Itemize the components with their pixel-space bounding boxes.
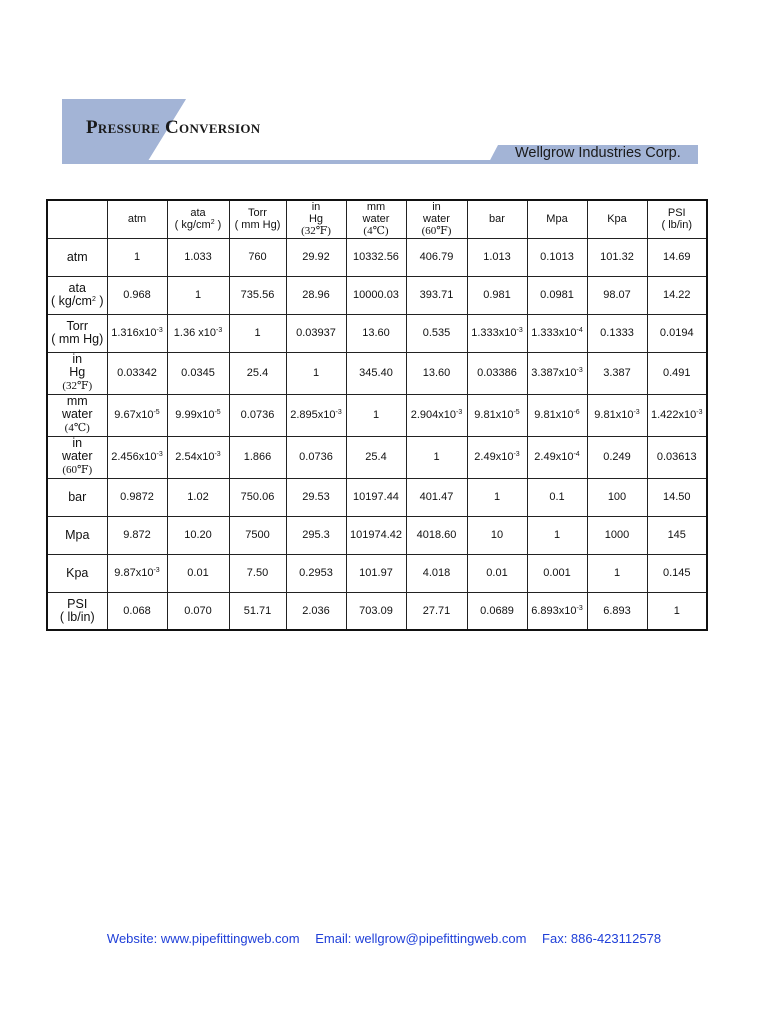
- column-header: bar: [467, 200, 527, 238]
- table-row: [47, 516, 707, 554]
- row-header: in Hg (32℉): [47, 352, 107, 394]
- table-cell: 0.981: [467, 276, 527, 314]
- table-cell: 27.71: [406, 592, 467, 630]
- table-cell: 98.07: [587, 276, 647, 314]
- column-header: Kpa: [587, 200, 647, 238]
- table-cell: 10197.44: [346, 478, 406, 516]
- table-cell: 14.22: [647, 276, 707, 314]
- table-cell: 25.4: [346, 436, 406, 478]
- page-title: Pressure Conversion: [86, 117, 261, 138]
- table-cell: 29.53: [286, 478, 346, 516]
- table-cell: $9.87x10^{-3}$: [107, 554, 167, 592]
- table-cell: 1.013: [467, 238, 527, 276]
- table-cell: 10.20: [167, 516, 229, 554]
- column-header: PSI ( lb/in): [647, 200, 707, 238]
- footer-fax: Fax: 886-423112578: [542, 931, 662, 946]
- table-cell: 145: [647, 516, 707, 554]
- table-cell: 0.01: [167, 554, 229, 592]
- table-cell: 13.60: [406, 352, 467, 394]
- table-cell: 101.97: [346, 554, 406, 592]
- table-cell: 29.92: [286, 238, 346, 276]
- table-cell: 100: [587, 478, 647, 516]
- table-cell: $2.895x10^{-3}$: [286, 394, 346, 436]
- table-cell: $1.333x10^{-4}$: [527, 314, 587, 352]
- company-name: Wellgrow Industries Corp.: [515, 145, 681, 161]
- table-row: [47, 352, 707, 394]
- footer-email[interactable]: Email: wellgrow@pipefittingweb.com: [315, 931, 527, 946]
- table-cell: 750.06: [229, 478, 286, 516]
- table-row: [47, 592, 707, 630]
- table-cell: 406.79: [406, 238, 467, 276]
- column-header: atm: [107, 200, 167, 238]
- table-cell: 0.249: [587, 436, 647, 478]
- corner-cell: [47, 200, 107, 238]
- table-cell: 760: [229, 238, 286, 276]
- table-cell: 0.068: [107, 592, 167, 630]
- table-cell: 0.1: [527, 478, 587, 516]
- table-cell: 345.40: [346, 352, 406, 394]
- table-cell: 1.36 $x10^{-3}$: [167, 314, 229, 352]
- table-cell: $2.49x10^{-3}$: [467, 436, 527, 478]
- header-row: [47, 200, 707, 238]
- table-cell: 0.01: [467, 554, 527, 592]
- footer-website[interactable]: Website: www.pipefittingweb.com: [106, 931, 300, 946]
- row-header: Kpa: [47, 554, 107, 592]
- table-cell: 1: [647, 592, 707, 630]
- table-cell: 0.03342: [107, 352, 167, 394]
- table-cell: $9.81x10^{-3}$: [587, 394, 647, 436]
- row-header: PSI ( lb/in): [47, 592, 107, 630]
- table-cell: $9.81x10^{-5}$: [467, 394, 527, 436]
- row-header: Mpa: [47, 516, 107, 554]
- table-cell: 0.0345: [167, 352, 229, 394]
- column-header: mm water (4℃): [346, 200, 406, 238]
- table-cell: 0.001: [527, 554, 587, 592]
- table-cell: $1.333x10^{-3}$: [467, 314, 527, 352]
- column-header: in water (60℉): [406, 200, 467, 238]
- table-cell: 0.0981: [527, 276, 587, 314]
- table-cell: 1: [467, 478, 527, 516]
- table-cell: 0.968: [107, 276, 167, 314]
- table-cell: $9.99x10^{-5}$: [167, 394, 229, 436]
- table-cell: 4.018: [406, 554, 467, 592]
- table-cell: 14.50: [647, 478, 707, 516]
- row-header: Torr ( mm Hg): [47, 314, 107, 352]
- column-header: ata ( $kg/cm^2$ ): [167, 200, 229, 238]
- table-cell: 1: [107, 238, 167, 276]
- table-cell: 0.070: [167, 592, 229, 630]
- table-cell: 0.03937: [286, 314, 346, 352]
- table-row: [47, 394, 707, 436]
- table-cell: 0.03386: [467, 352, 527, 394]
- table-cell: 13.60: [346, 314, 406, 352]
- table-cell: 1: [286, 352, 346, 394]
- conversion-table-wrapper: [46, 199, 708, 631]
- table-cell: 295.3: [286, 516, 346, 554]
- table-cell: 25.4: [229, 352, 286, 394]
- table-cell: $6.893x10^{-3}$: [527, 592, 587, 630]
- table-cell: $2.904x10^{-3}$: [406, 394, 467, 436]
- table-cell: 1: [527, 516, 587, 554]
- table-cell: 101974.42: [346, 516, 406, 554]
- table-cell: 1: [346, 394, 406, 436]
- table-cell: 2.036: [286, 592, 346, 630]
- table-cell: 703.09: [346, 592, 406, 630]
- table-cell: 28.96: [286, 276, 346, 314]
- table-cell: 0.0736: [286, 436, 346, 478]
- table-cell: $9.81x10^{-6}$: [527, 394, 587, 436]
- table-cell: $3.387x10^{-3}$: [527, 352, 587, 394]
- table-cell: 51.71: [229, 592, 286, 630]
- header-banner: [0, 0, 768, 170]
- table-cell: 0.1013: [527, 238, 587, 276]
- table-cell: $1.422x10^{-3}$: [647, 394, 707, 436]
- table-cell: 10000.03: [346, 276, 406, 314]
- row-header: atm: [47, 238, 107, 276]
- column-header: Torr ( mm Hg): [229, 200, 286, 238]
- table-cell: 14.69: [647, 238, 707, 276]
- table-cell: 6.893: [587, 592, 647, 630]
- table-row: [47, 554, 707, 592]
- table-cell: 1.033: [167, 238, 229, 276]
- table-cell: 0.491: [647, 352, 707, 394]
- table-cell: 3.387: [587, 352, 647, 394]
- row-header: ata ( $kg/cm^2$ ): [47, 276, 107, 314]
- conversion-table: [46, 199, 708, 631]
- table-cell: 1: [406, 436, 467, 478]
- table-cell: 1000: [587, 516, 647, 554]
- column-header: Mpa: [527, 200, 587, 238]
- table-cell: 0.145: [647, 554, 707, 592]
- footer: [0, 931, 768, 946]
- table-cell: 10: [467, 516, 527, 554]
- column-header: in Hg (32℉): [286, 200, 346, 238]
- table-cell: 1.02: [167, 478, 229, 516]
- table-cell: 1: [229, 314, 286, 352]
- table-cell: 7500: [229, 516, 286, 554]
- table-row: [47, 478, 707, 516]
- table-cell: 393.71: [406, 276, 467, 314]
- table-cell: 0.1333: [587, 314, 647, 352]
- table-row: [47, 238, 707, 276]
- table-row: [47, 314, 707, 352]
- table-cell: 101.32: [587, 238, 647, 276]
- table-cell: 1: [587, 554, 647, 592]
- table-cell: 0.2953: [286, 554, 346, 592]
- table-cell: $1.316x10^{-3}$: [107, 314, 167, 352]
- table-cell: 1.866: [229, 436, 286, 478]
- table-row: [47, 276, 707, 314]
- row-header: mm water (4℃): [47, 394, 107, 436]
- row-header: in water (60℉): [47, 436, 107, 478]
- table-cell: 0.0689: [467, 592, 527, 630]
- table-cell: 9.872: [107, 516, 167, 554]
- row-header: bar: [47, 478, 107, 516]
- table-cell: 10332.56: [346, 238, 406, 276]
- table-cell: $2.49x10^{-4}$: [527, 436, 587, 478]
- table-cell: $2.456x10^{-3}$: [107, 436, 167, 478]
- table-cell: 4018.60: [406, 516, 467, 554]
- table-cell: 0.535: [406, 314, 467, 352]
- table-cell: $9.67x10^{-5}$: [107, 394, 167, 436]
- table-cell: $2.54x10^{-3}$: [167, 436, 229, 478]
- table-cell: 7.50: [229, 554, 286, 592]
- table-cell: 0.03613: [647, 436, 707, 478]
- table-cell: 401.47: [406, 478, 467, 516]
- table-cell: 735.56: [229, 276, 286, 314]
- table-cell: 0.9872: [107, 478, 167, 516]
- table-cell: 0.0194: [647, 314, 707, 352]
- table-cell: 0.0736: [229, 394, 286, 436]
- table-row: [47, 436, 707, 478]
- table-cell: 1: [167, 276, 229, 314]
